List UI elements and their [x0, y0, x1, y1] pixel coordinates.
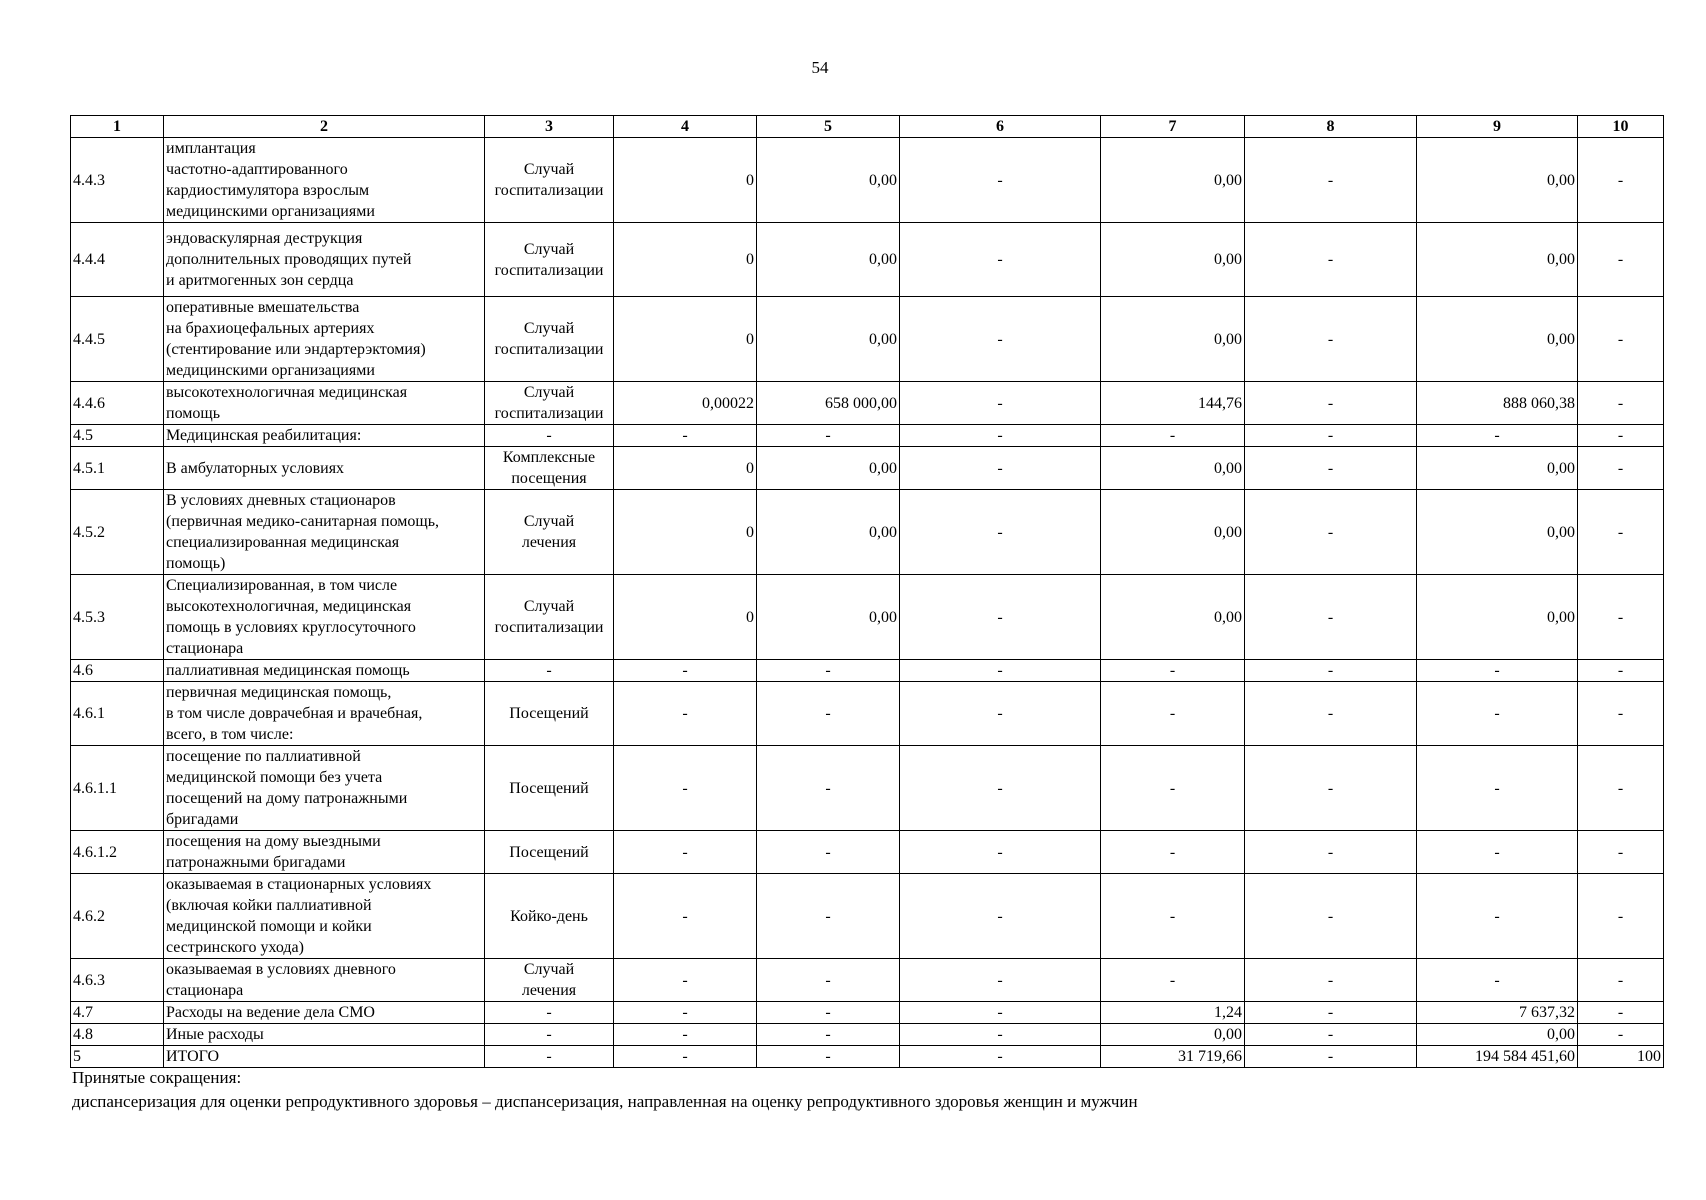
table-cell: - — [1245, 660, 1417, 682]
table-cell: - — [485, 1002, 614, 1024]
table-cell: - — [614, 874, 757, 959]
table-cell: высокотехнологичная медицинская помощь — [164, 382, 485, 425]
table-cell: - — [1578, 490, 1664, 575]
table-cell: - — [1578, 831, 1664, 874]
table-cell: 4.6.3 — [71, 959, 164, 1002]
table-cell: - — [614, 1046, 757, 1068]
table-cell: - — [1578, 1024, 1664, 1046]
table-cell: - — [1245, 297, 1417, 382]
table-cell: 31 719,66 — [1101, 1046, 1245, 1068]
table-cell: имплантация частотно-адаптированного кардиостимулятора взрослым медицинскими организациями — [164, 138, 485, 223]
table-cell: 4.4.6 — [71, 382, 164, 425]
table-cell: - — [1101, 425, 1245, 447]
table-cell: - — [485, 425, 614, 447]
table-cell: 4.5 — [71, 425, 164, 447]
table-cell: 0,00 — [1417, 575, 1578, 660]
table-cell: 5 — [71, 1046, 164, 1068]
table-cell: - — [1245, 831, 1417, 874]
table-cell: - — [1578, 575, 1664, 660]
table-cell: 4.6.1.1 — [71, 746, 164, 831]
table-cell: - — [614, 1024, 757, 1046]
table-cell: 0,00 — [757, 297, 900, 382]
table-cell: - — [1578, 959, 1664, 1002]
footnote-text: диспансеризация для оценки репродуктивного здоровья – диспансеризация, направленная на оценку репродуктивного здоровья женщин и мужчин — [72, 1092, 1138, 1111]
table-cell: - — [1578, 746, 1664, 831]
table-cell: 100 — [1578, 1046, 1664, 1068]
table-cell: 0,00 — [1417, 138, 1578, 223]
table-row — [71, 746, 1664, 831]
table-cell: Случай госпитализации — [485, 297, 614, 382]
table-cell: Посещений — [485, 746, 614, 831]
table-cell: - — [1417, 682, 1578, 746]
table-cell: 4.5.2 — [71, 490, 164, 575]
table-cell: - — [1578, 682, 1664, 746]
table-cell: - — [900, 682, 1101, 746]
table-cell: - — [900, 831, 1101, 874]
table-cell: - — [757, 425, 900, 447]
table-cell: 4.8 — [71, 1024, 164, 1046]
table-cell: - — [1101, 831, 1245, 874]
table-cell: - — [1417, 660, 1578, 682]
table-cell: - — [614, 682, 757, 746]
table-cell: 4.6.1 — [71, 682, 164, 746]
table-cell: - — [757, 1002, 900, 1024]
table-row — [71, 959, 1664, 1002]
table-cell: - — [1245, 1046, 1417, 1068]
table-cell: - — [1101, 660, 1245, 682]
table-cell: 0,00 — [1417, 490, 1578, 575]
table-cell: - — [757, 1024, 900, 1046]
table-cell: 0,00 — [1417, 223, 1578, 297]
table-cell: 0 — [614, 447, 757, 490]
table-cell: - — [757, 746, 900, 831]
table-cell: Медицинская реабилитация: — [164, 425, 485, 447]
table-cell: - — [900, 959, 1101, 1002]
table-cell: 0 — [614, 138, 757, 223]
table-cell: - — [614, 660, 757, 682]
table-cell: - — [900, 874, 1101, 959]
data-table — [70, 115, 1664, 1068]
table-cell: 4.6.1.2 — [71, 831, 164, 874]
table-row — [71, 297, 1664, 382]
table-cell: 4.6 — [71, 660, 164, 682]
table-cell: 0,00 — [1101, 1024, 1245, 1046]
table-row — [71, 575, 1664, 660]
table-cell: - — [1417, 959, 1578, 1002]
table-cell: - — [900, 575, 1101, 660]
table-cell: - — [614, 746, 757, 831]
table-cell: 194 584 451,60 — [1417, 1046, 1578, 1068]
table-cell: паллиативная медицинская помощь — [164, 660, 485, 682]
table-cell: 0 — [614, 490, 757, 575]
table-cell: - — [1245, 959, 1417, 1002]
table-cell: оказываемая в условиях дневного стационара — [164, 959, 485, 1002]
table-cell: - — [900, 447, 1101, 490]
table-cell: - — [1578, 1002, 1664, 1024]
col-header: 7 — [1101, 116, 1245, 138]
table-cell: 144,76 — [1101, 382, 1245, 425]
col-header: 2 — [164, 116, 485, 138]
table-cell: - — [1245, 1002, 1417, 1024]
table-cell: - — [1245, 382, 1417, 425]
table-cell: Случай госпитализации — [485, 575, 614, 660]
table-cell: ИТОГО — [164, 1046, 485, 1068]
table-cell: - — [757, 660, 900, 682]
table-cell: В амбулаторных условиях — [164, 447, 485, 490]
col-header: 3 — [485, 116, 614, 138]
table-row — [71, 490, 1664, 575]
table-cell: Случай госпитализации — [485, 223, 614, 297]
table-cell: - — [900, 223, 1101, 297]
table-cell: 0,00 — [1101, 223, 1245, 297]
table-cell: Специализированная, в том числе высокотехнологичная, медицинская помощь в условиях круглосуточного стационара — [164, 575, 485, 660]
table-row — [71, 660, 1664, 682]
table-cell: - — [485, 1046, 614, 1068]
table-cell: - — [614, 831, 757, 874]
table-cell: - — [757, 831, 900, 874]
table-row — [71, 425, 1664, 447]
table-cell: - — [900, 660, 1101, 682]
table-cell: - — [1578, 297, 1664, 382]
table-cell: Случай лечения — [485, 490, 614, 575]
col-header: 6 — [900, 116, 1101, 138]
table-cell: - — [1417, 831, 1578, 874]
table-row — [71, 382, 1664, 425]
table-cell: - — [485, 660, 614, 682]
table-cell: - — [757, 682, 900, 746]
table-cell: 0,00 — [757, 223, 900, 297]
col-header: 1 — [71, 116, 164, 138]
table-cell: 4.6.2 — [71, 874, 164, 959]
table-cell: 0,00 — [1417, 447, 1578, 490]
table-cell: - — [757, 1046, 900, 1068]
table-cell: 658 000,00 — [757, 382, 900, 425]
table-cell: - — [900, 1002, 1101, 1024]
table-cell: Посещений — [485, 831, 614, 874]
table-cell: - — [900, 425, 1101, 447]
table-cell: Посещений — [485, 682, 614, 746]
table-cell: 0 — [614, 297, 757, 382]
table-cell: Случай лечения — [485, 959, 614, 1002]
table-cell: - — [900, 1024, 1101, 1046]
table-cell: - — [1417, 746, 1578, 831]
table-cell: - — [900, 297, 1101, 382]
table-cell: посещения на дому выездными патронажными бригадами — [164, 831, 485, 874]
table-cell: 4.5.3 — [71, 575, 164, 660]
table-row — [71, 447, 1664, 490]
table-cell: Расходы на ведение дела СМО — [164, 1002, 485, 1024]
table-cell: - — [1245, 425, 1417, 447]
table-cell: 0,00 — [1417, 297, 1578, 382]
table-cell: - — [1245, 874, 1417, 959]
table-cell: - — [1578, 660, 1664, 682]
table-cell: Комплексные посещения — [485, 447, 614, 490]
table-cell: 4.4.5 — [71, 297, 164, 382]
col-header: 10 — [1578, 116, 1664, 138]
table-cell: - — [1245, 490, 1417, 575]
table-cell: 0,00 — [757, 447, 900, 490]
table-cell: посещение по паллиативной медицинской помощи без учета посещений на дому патронажными бригадами — [164, 746, 485, 831]
col-header: 5 — [757, 116, 900, 138]
table-cell: - — [1417, 425, 1578, 447]
table-cell: 888 060,38 — [1417, 382, 1578, 425]
table-row — [71, 874, 1664, 959]
table-cell: - — [1245, 447, 1417, 490]
col-header: 4 — [614, 116, 757, 138]
page-number: 54 — [811, 58, 829, 77]
table-cell: - — [1578, 447, 1664, 490]
table-cell: - — [1101, 959, 1245, 1002]
table-cell: 0,00 — [757, 575, 900, 660]
table-cell: - — [900, 382, 1101, 425]
table-cell: эндоваскулярная деструкция дополнительных проводящих путей и аритмогенных зон сердца — [164, 223, 485, 297]
table-cell: 0,00 — [1101, 490, 1245, 575]
table-cell: оказываемая в стационарных условиях (включая койки паллиативной медицинской помощи и койки сестринского ухода) — [164, 874, 485, 959]
table-cell: Случай госпитализации — [485, 382, 614, 425]
table-cell: 4.5.1 — [71, 447, 164, 490]
table-cell: 0,00 — [1417, 1024, 1578, 1046]
table-cell: - — [900, 138, 1101, 223]
table-cell: Иные расходы — [164, 1024, 485, 1046]
table-cell: - — [1578, 425, 1664, 447]
table-cell: Случай госпитализации — [485, 138, 614, 223]
table-cell: 0 — [614, 575, 757, 660]
table-cell: 1,24 — [1101, 1002, 1245, 1024]
table-cell: 0,00 — [1101, 297, 1245, 382]
table-cell: - — [1578, 382, 1664, 425]
table-cell: 0,00 — [1101, 138, 1245, 223]
table-row — [71, 223, 1664, 297]
table-cell: В условиях дневных стационаров (первичная медико-санитарная помощь, специализированная медицинская помощь) — [164, 490, 485, 575]
table-cell: - — [1578, 138, 1664, 223]
table-row — [71, 831, 1664, 874]
table-row — [71, 1046, 1664, 1068]
table-cell: 4.4.3 — [71, 138, 164, 223]
table-cell: - — [1245, 575, 1417, 660]
table-cell: - — [900, 1046, 1101, 1068]
table-cell: - — [900, 746, 1101, 831]
table-cell: - — [614, 1002, 757, 1024]
header-row — [71, 116, 1664, 138]
table-cell: - — [1578, 874, 1664, 959]
table-cell: 0,00 — [1101, 447, 1245, 490]
col-header: 8 — [1245, 116, 1417, 138]
table-cell: - — [900, 490, 1101, 575]
table-cell: - — [1245, 1024, 1417, 1046]
table-cell: - — [1245, 223, 1417, 297]
table-cell: 0,00 — [757, 138, 900, 223]
table-cell: - — [614, 425, 757, 447]
table-cell: - — [1101, 874, 1245, 959]
table-cell: 0,00022 — [614, 382, 757, 425]
table-cell: - — [1101, 746, 1245, 831]
table-cell: - — [757, 959, 900, 1002]
table-cell: - — [614, 959, 757, 1002]
table-row — [71, 1024, 1664, 1046]
table-cell: - — [485, 1024, 614, 1046]
footnote-title: Принятые сокращения: — [72, 1068, 242, 1087]
table-cell: Койко-день — [485, 874, 614, 959]
table-cell: - — [1245, 138, 1417, 223]
table-row — [71, 138, 1664, 223]
table-cell: 4.4.4 — [71, 223, 164, 297]
table-cell: - — [1245, 682, 1417, 746]
table-row — [71, 1002, 1664, 1024]
table-cell: - — [1578, 223, 1664, 297]
table-cell: - — [1101, 682, 1245, 746]
table-cell: 0,00 — [1101, 575, 1245, 660]
col-header: 9 — [1417, 116, 1578, 138]
table-cell: 7 637,32 — [1417, 1002, 1578, 1024]
table-cell: 4.7 — [71, 1002, 164, 1024]
table-cell: - — [1245, 746, 1417, 831]
table-cell: - — [1417, 874, 1578, 959]
table-cell: 0,00 — [757, 490, 900, 575]
table-cell: оперативные вмешательства на брахиоцефальных артериях (стентирование или эндартерэктомия) медицинскими организациями — [164, 297, 485, 382]
table-cell: первичная медицинская помощь, в том числе доврачебная и врачебная, всего, в том числе: — [164, 682, 485, 746]
table-cell: - — [757, 874, 900, 959]
table-cell: 0 — [614, 223, 757, 297]
table-row — [71, 682, 1664, 746]
